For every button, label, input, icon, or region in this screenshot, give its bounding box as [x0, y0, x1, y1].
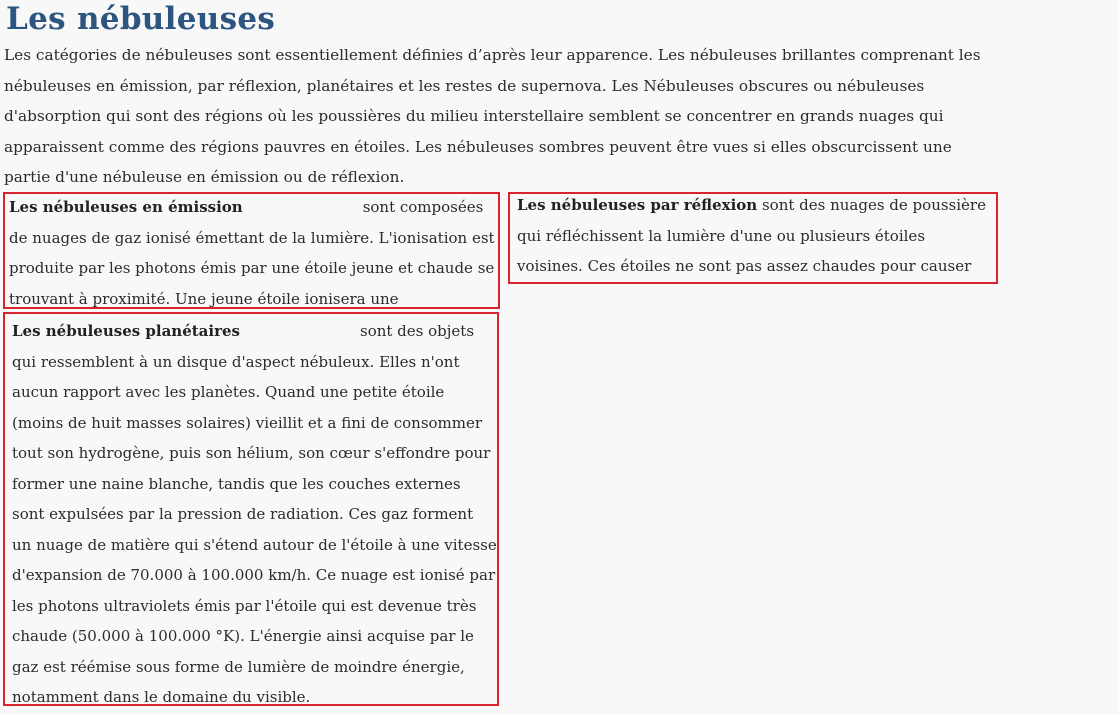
emission-text: sont composées de nuages de gaz ionisé émettant de la lumière. L'ionisation est produite par les photons émis par une étoile jeune et chaude se trouvant à proximité. Une jeune étoile ionisera une: [9, 198, 495, 308]
emission-nebulae-box: [3, 192, 500, 309]
planetaires-paragraph: [12, 316, 497, 706]
reflexion-heading: Les nébuleuses par réflexion: [517, 196, 758, 214]
reflexion-text: sont des nuages de poussière qui réfléchissent la lumière d'une ou plusieurs étoiles voisines. Ces étoiles ne sont pas assez chaudes pour causer: [517, 196, 986, 275]
planetary-nebulae-box: [3, 312, 499, 706]
planetaires-text: sont des objets qui ressemblent à un disque d'aspect nébuleux. Elles n'ont aucun rapport avec les planètes. Quand une petite étoile (moins de huit masses solaires) vieillit et a fini de consommer tout son hydrogène, puis son hélium, son cœur s'effondre pour former une naine blanche, tandis que les couches externes sont expulsées par la pression de radiation. Ces gaz forment un nuage de matière qui s'étend autour de l'étoile à une vitesse d'expansion de 70.000 à 100.000 km/h. Ce nuage est ionisé par les photons ultraviolets émis par l'étoile qui est devenue très chaude (50.000 à 100.000 °K). L'énergie ainsi acquise par le gaz est réémise sous forme de lumière de moindre énergie, notamment dans le domaine du visible.: [12, 322, 497, 706]
reflexion-paragraph: [517, 192, 990, 282]
intro-paragraph: Les catégories de nébuleuses sont essentiellement définies d’après leur apparence. Les nébuleuses brillantes comprenant les nébuleuses en émission, par réflexion, planétaires et les restes de supernova. Les Nébuleuses obscures ou nébuleuses d'absorption qui sont des régions où les poussières du milieu interstellaire semblent se concentrer en grands nuages qui apparaissent comme des régions pauvres en étoiles. Les nébuleuses sombres peuvent être vues si elles obscurcissent une partie d'une nébuleuse en émission ou de réflexion.: [4, 46, 981, 186]
planetaires-gap: [240, 326, 360, 338]
reflection-nebulae-box: [508, 192, 998, 284]
emission-paragraph: [9, 192, 495, 309]
planetaires-heading: Les nébuleuses planétaires: [12, 322, 240, 340]
emission-heading: Les nébuleuses en émission: [9, 198, 243, 216]
page-title: Les nébuleuses: [6, 1, 276, 37]
emission-gap: [243, 202, 363, 214]
